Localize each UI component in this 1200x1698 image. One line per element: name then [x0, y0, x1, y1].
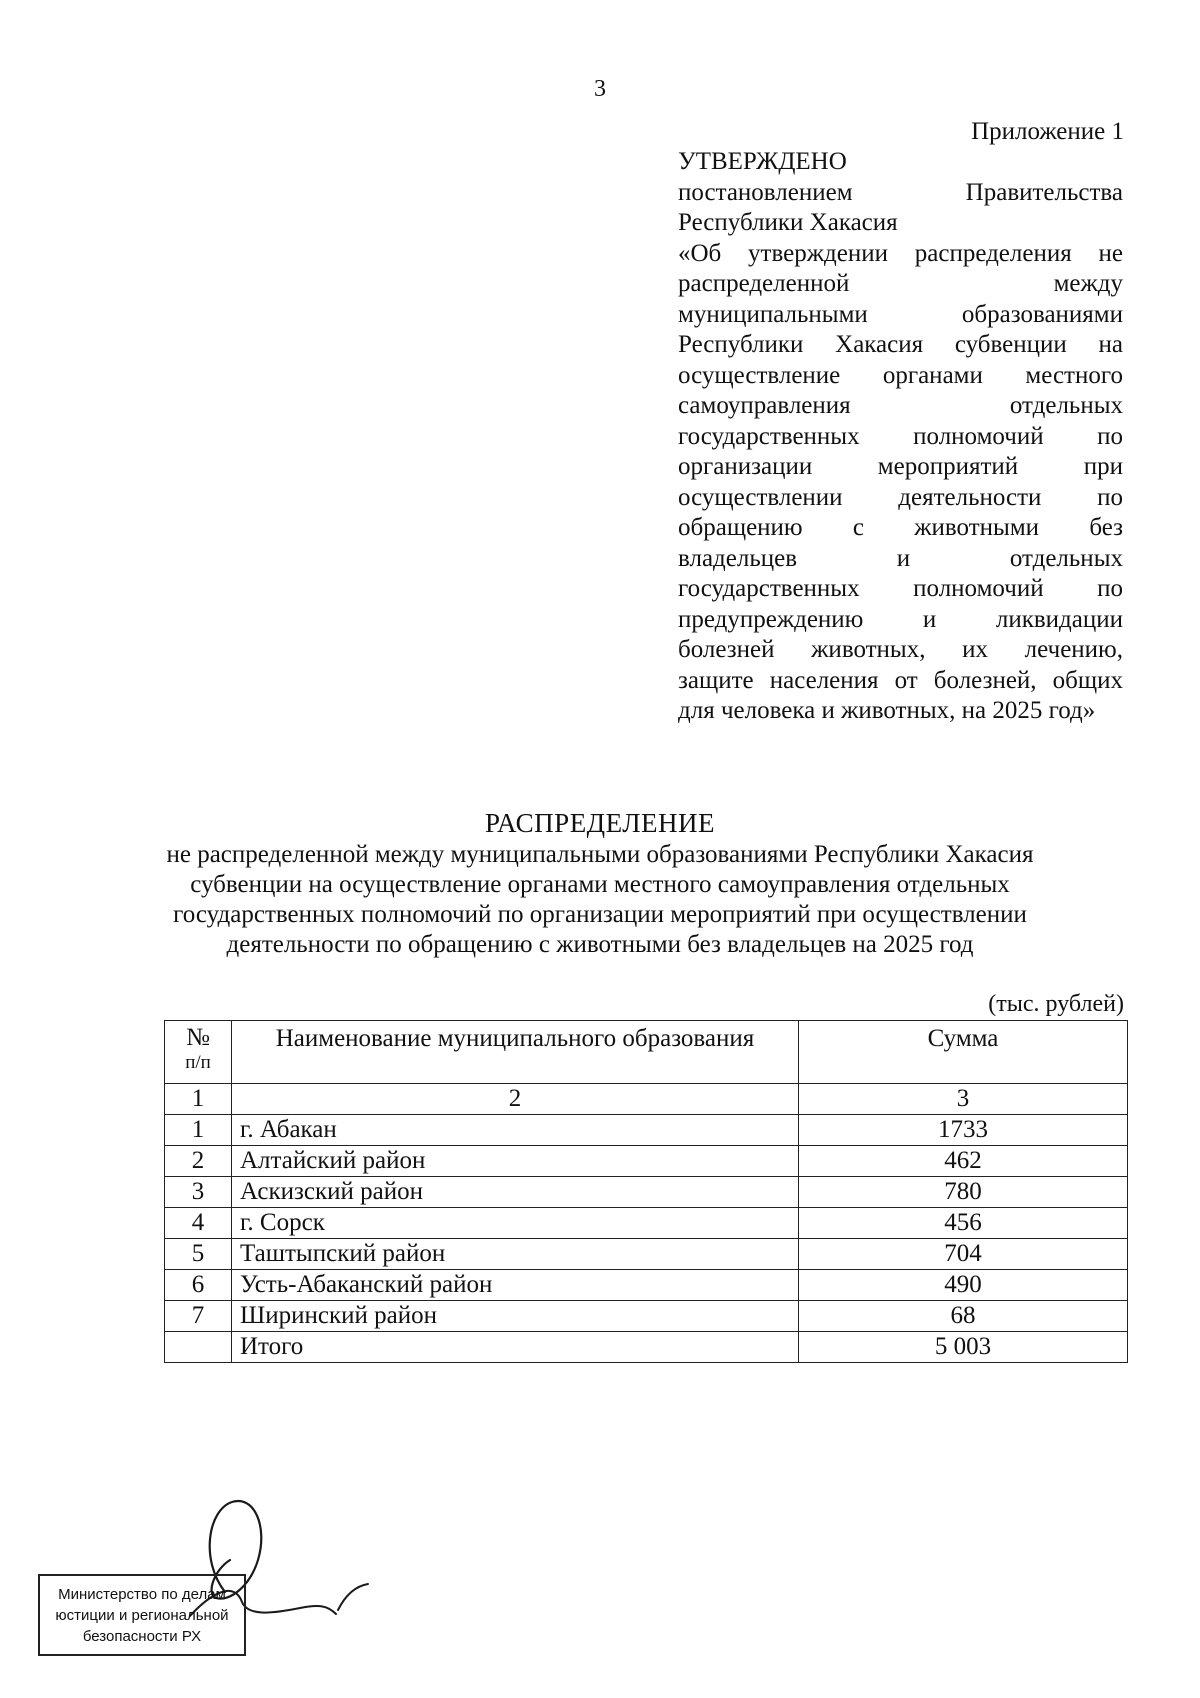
table-row [165, 1239, 1128, 1270]
row-sum: 490 [799, 1270, 1128, 1301]
row-number: 6 [165, 1270, 232, 1301]
approval-line: государственных полномочий по [678, 575, 1123, 602]
distribution-table [164, 1020, 1128, 1363]
table-row [165, 1208, 1128, 1239]
table-header-row [165, 1021, 1128, 1084]
document-title: РАСПРЕДЕЛЕНИЕ [484, 808, 716, 838]
total-label: Итого [232, 1332, 799, 1363]
row-sum: 1733 [799, 1115, 1128, 1146]
header-sum: Сумма [799, 1021, 1128, 1084]
appendix-label: Приложение 1 [971, 118, 1124, 145]
row-name: г. Сорск [232, 1208, 799, 1239]
row-sum: 462 [799, 1146, 1128, 1177]
unit-label: (тыс. рублей) [988, 991, 1124, 1017]
approval-block [678, 147, 1123, 727]
page-number: 3 [594, 76, 606, 102]
column-number: 2 [232, 1084, 799, 1115]
heading-line: деятельности по обращению с животными без владельцев на 2025 год [226, 931, 974, 958]
column-number: 3 [799, 1084, 1128, 1115]
approval-line: защите населения от болезней, общих [678, 666, 1123, 694]
row-number: 2 [165, 1146, 232, 1177]
approval-line: осуществление органами местного [678, 361, 1123, 389]
distribution-heading [0, 808, 1200, 960]
ministry-stamp [38, 1574, 246, 1656]
row-sum: 456 [799, 1208, 1128, 1239]
number-subtitle: п/п [185, 1052, 211, 1073]
table-row [165, 1301, 1128, 1332]
approval-line: для человека и животных, на 2025 год» [678, 697, 1096, 724]
approval-line: «Об утверждении распределения не [678, 239, 1123, 267]
total-sum: 5 003 [799, 1332, 1128, 1363]
row-name: Таштыпский район [232, 1239, 799, 1270]
approval-line: постановлением Правительства [678, 178, 1123, 206]
approval-line: организации мероприятий при [678, 453, 1123, 480]
column-number: 1 [165, 1084, 232, 1115]
approval-line: осуществлении деятельности по [678, 483, 1123, 511]
approval-line: государственных полномочий по [678, 422, 1123, 450]
total-row [165, 1332, 1128, 1363]
approval-line: обращению с животными без [678, 514, 1123, 541]
table-row [165, 1270, 1128, 1301]
row-name: Аскизский район [232, 1177, 799, 1208]
header-number [165, 1021, 232, 1084]
table-row [165, 1146, 1128, 1177]
approval-line: Республики Хакасия [678, 209, 898, 236]
approval-line: владельцев и отдельных [678, 544, 1123, 572]
table-row [165, 1177, 1128, 1208]
row-name: Ширинский район [232, 1301, 799, 1332]
row-number: 4 [165, 1208, 232, 1239]
row-number: 1 [165, 1115, 232, 1146]
stamp-line: Министерство по делам [58, 1586, 226, 1603]
approval-line: предупреждению и ликвидации [678, 605, 1123, 633]
approval-line: УТВЕРЖДЕНО [678, 148, 847, 175]
heading-line: не распределенной между муниципальными образованиями Республики Хакасия [166, 841, 1034, 868]
stamp-line: безопасности РХ [82, 1628, 202, 1645]
header-name: Наименование муниципального образования [232, 1021, 799, 1084]
approval-line: муниципальными образованиями [678, 300, 1123, 328]
row-name: г. Абакан [232, 1115, 799, 1146]
stamp-line: юстиции и региональной [55, 1607, 229, 1624]
row-number: 3 [165, 1177, 232, 1208]
row-name: Усть-Абаканский район [232, 1270, 799, 1301]
heading-line: субвенции на осуществление органами местного самоуправления отдельных [190, 871, 1010, 898]
row-sum: 780 [799, 1177, 1128, 1208]
approval-line: болезней животных, их лечению, [678, 636, 1123, 663]
row-sum: 704 [799, 1239, 1128, 1270]
row-number: 5 [165, 1239, 232, 1270]
row-name: Алтайский район [232, 1146, 799, 1177]
approval-line: самоуправления отдельных [678, 392, 1123, 419]
total-number [165, 1332, 232, 1363]
column-number-row [165, 1084, 1128, 1115]
approval-line: Республики Хакасия субвенции на [678, 331, 1123, 358]
row-sum: 68 [799, 1301, 1128, 1332]
row-number: 7 [165, 1301, 232, 1332]
number-sign: № [186, 1024, 210, 1051]
approval-line: распределенной между [678, 270, 1123, 297]
heading-line: государственных полномочий по организации мероприятий при осуществлении [173, 901, 1027, 928]
table-row [165, 1115, 1128, 1146]
